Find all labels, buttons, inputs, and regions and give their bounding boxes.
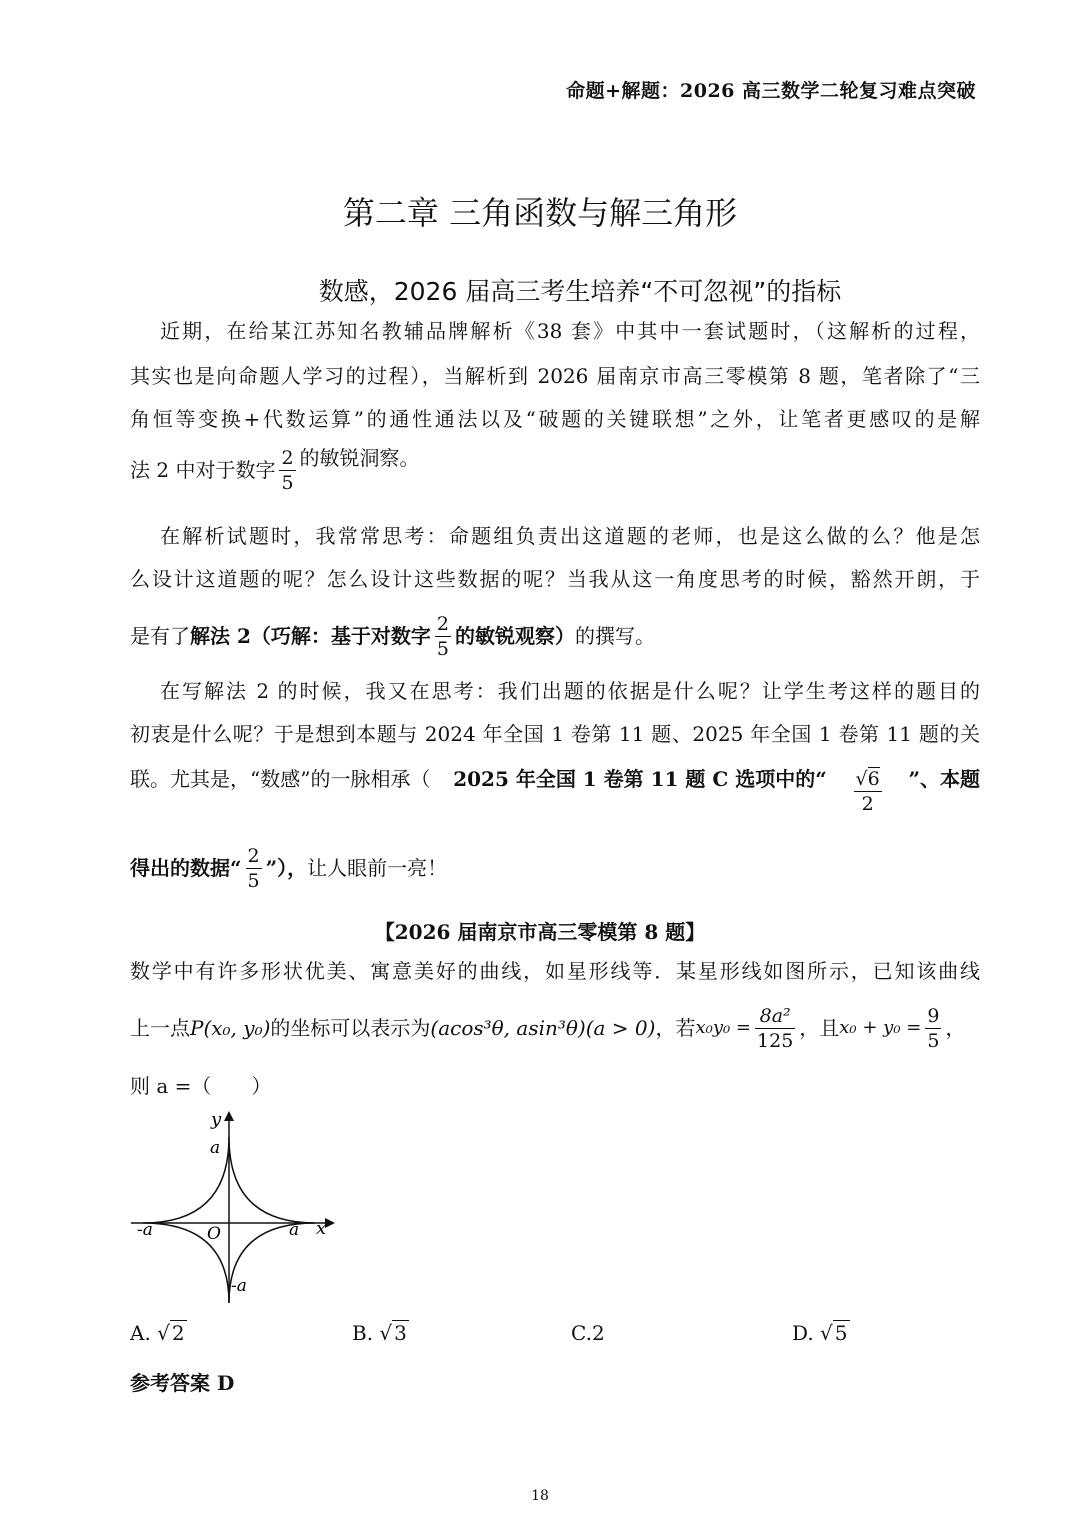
para3-line3: [130, 761, 980, 825]
origin-label: O: [207, 1224, 221, 1244]
fraction-numerator: 8a²: [755, 1004, 795, 1029]
product-expr: x₀y₀ =: [695, 1017, 752, 1038]
fraction-8a2-over-125: [755, 1004, 795, 1053]
fraction-two-fifths-3: [246, 844, 262, 893]
radicand: 6: [867, 768, 880, 790]
para2-line2: 么设计这道题的呢？怎么设计这些数据的呢？当我从这一角度思考的时候，豁然开朗，于: [130, 567, 980, 591]
fraction-numerator: 2: [281, 446, 294, 469]
sqrt-sign: √: [855, 768, 868, 790]
para2-line1: 在解析试题时，我常常思考：命题组负责出这道题的老师，也是这么做的么？他是怎: [160, 524, 980, 548]
para3-line3-text-a: 联。尤其是，“数感”的一脉相承（: [130, 767, 431, 791]
problem-line2-text-e: ，: [945, 1016, 966, 1040]
option-label: B.: [352, 1321, 374, 1345]
para1-line2: 其实也是向命题人学习的过程），当解析到 2026 届南京市高三零模第 8 题，笔者除了“三: [130, 364, 980, 388]
problem-line2-text-a: 上一点: [130, 1016, 190, 1040]
fraction-two-fifths: [279, 446, 295, 495]
fraction-denominator: 5: [436, 637, 449, 660]
para1-line4: [130, 440, 980, 500]
problem-line1: 数学中有许多形状优美、寓意美好的曲线，如星形线等．某星形线如图所示，已知该曲线: [130, 959, 980, 983]
option-d[interactable]: [792, 1321, 850, 1345]
para3-line4-bold-a: 得出的数据“: [130, 856, 242, 880]
fraction-denominator: 2: [861, 793, 874, 815]
para3-line3-bold-b: ”、本题: [908, 767, 980, 791]
fraction-numerator: 2: [436, 612, 449, 635]
option-b[interactable]: [352, 1321, 409, 1345]
page-header: 命题+解题：2026 高三数学二轮复习难点突破: [566, 80, 976, 102]
para3-line2: 初衷是什么呢？于是想到本题与 2024 年全国 1 卷第 11 题、2025 年全国 1 卷第 11 题的关: [130, 722, 980, 746]
fraction-numerator: 9: [927, 1004, 940, 1027]
label-right-a: a: [289, 1220, 300, 1240]
para1-line4-text-b: 的敏锐洞察。: [299, 446, 420, 470]
para1-line1: 近期，在给某江苏知名教辅品牌解析《38 套》中其中一套试题时，（这解析的过程，: [160, 319, 980, 343]
para3-line1: 在写解法 2 的时候，我又在思考：我们出题的依据是什么呢？让学生考这样的题目的: [160, 679, 980, 703]
para2-line3-bold-b: 的敏锐观察）: [454, 624, 575, 648]
problem-line2: [130, 998, 980, 1058]
label-left-neg-a: -a: [137, 1220, 153, 1240]
fraction-denominator: 5: [281, 471, 294, 494]
sqrt-value: [820, 1321, 849, 1345]
para1-line4-text-a: 法 2 中对于数字: [130, 458, 276, 482]
fraction-sqrt6-over-2: [854, 767, 882, 816]
para2-line3-text-b: 的撰写。: [574, 624, 655, 648]
reference-answer: 参考答案 D: [130, 1371, 235, 1395]
fraction-9-over-5: [925, 1004, 941, 1053]
sqrt-value: [379, 1321, 408, 1345]
sqrt-value: [157, 1321, 186, 1345]
option-a[interactable]: [130, 1321, 187, 1345]
article-title: 数感，2026 届高三考生培养“不可忽视”的指标: [318, 277, 842, 306]
option-c[interactable]: [571, 1321, 605, 1345]
parametric-form: (acos³θ, asin³θ)(a > 0): [430, 1016, 656, 1040]
sqrt-sign: √: [157, 1321, 170, 1345]
para1-line3: 角恒等变换+代数运算”的通性通法以及“破题的关键联想”之外，让笔者更感叹的是解: [130, 407, 980, 431]
fraction-two-fifths-2: [435, 612, 451, 661]
radicand: 2: [171, 1321, 185, 1345]
option-label: C.: [571, 1321, 592, 1345]
para3-line3-bold-a: 2025 年全国 1 卷第 11 题 C 选项中的“: [453, 767, 827, 791]
astroid-figure: [125, 1105, 345, 1305]
page-number: 18: [531, 1488, 549, 1504]
sum-expr: x₀ + y₀ =: [839, 1017, 922, 1038]
problem-title: 【2026 届南京市高三零模第 8 题】: [374, 920, 706, 944]
problem-line2-text-c: ，若: [655, 1016, 696, 1040]
fraction-denominator: 125: [757, 1029, 794, 1052]
para3-line4-text: 让人眼前一亮！: [307, 856, 448, 880]
label-top-a: a: [210, 1138, 221, 1158]
fraction-denominator: 5: [247, 869, 260, 892]
chapter-title: 第二章 三角函数与解三角形: [342, 194, 738, 232]
para2-line3-text-a: 是有了: [130, 624, 190, 648]
para2-line3: [130, 606, 980, 666]
option-value: 2: [591, 1321, 605, 1345]
para3-line4: [130, 838, 980, 898]
problem-line2-text-d: ，且: [799, 1016, 840, 1040]
x-axis-label: x: [316, 1218, 327, 1239]
fraction-numerator: [854, 767, 882, 792]
problem-line3: 则 a =（ ）: [130, 1074, 272, 1098]
y-axis-label: y: [211, 1109, 222, 1130]
point-p: P(x₀, y₀): [190, 1016, 271, 1040]
problem-line2-text-b: 的坐标可以表示为: [270, 1016, 431, 1040]
x-axis-arrow: [325, 1218, 335, 1228]
y-axis-arrow: [224, 1111, 234, 1121]
option-label: A.: [130, 1321, 151, 1345]
label-bottom-neg-a: -a: [231, 1276, 247, 1296]
radicand: 3: [394, 1321, 407, 1345]
fraction-numerator: 2: [247, 844, 260, 867]
fraction-denominator: 5: [927, 1029, 940, 1052]
radicand: 5: [834, 1321, 848, 1345]
sqrt-sign: √: [820, 1321, 833, 1345]
para2-line3-bold-a: 解法 2（巧解：基于对数字: [190, 624, 431, 648]
para3-line4-bold-b: ”），: [265, 856, 308, 880]
option-label: D.: [792, 1321, 814, 1345]
sqrt-sign: √: [379, 1321, 393, 1345]
